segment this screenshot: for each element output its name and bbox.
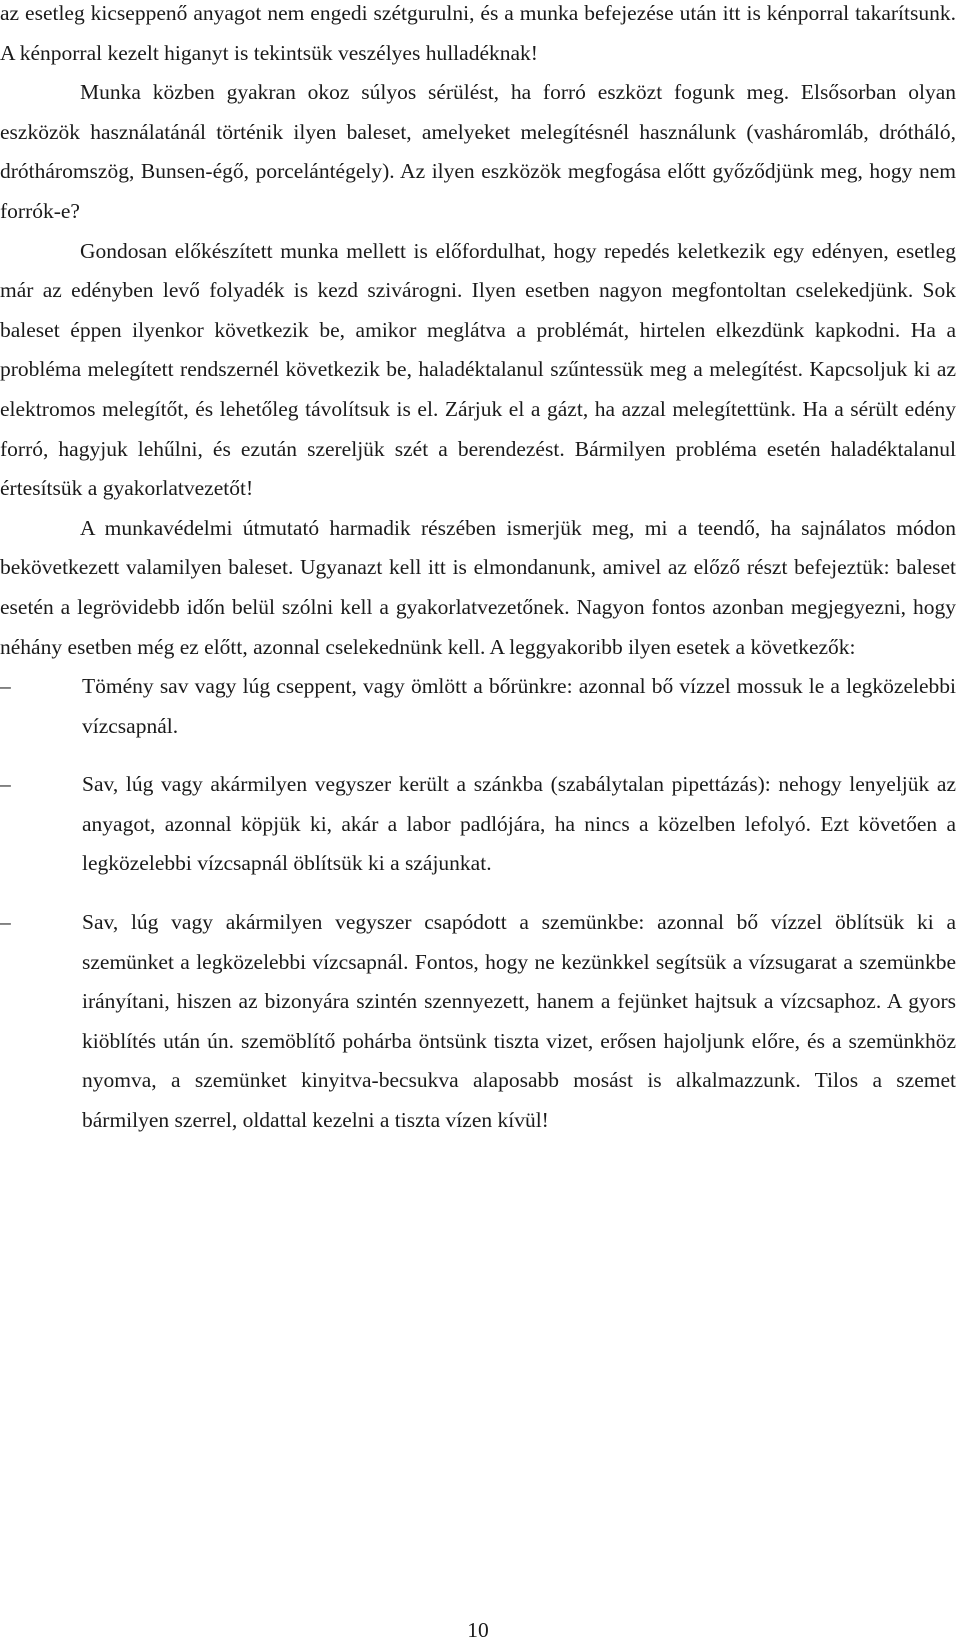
page-number: 10 [467, 1618, 489, 1642]
list-item-eye [0, 903, 956, 1141]
list-item-mouth [0, 765, 956, 884]
list-dash: – [0, 910, 11, 935]
list-item-skin [0, 667, 956, 746]
emergency-list [0, 667, 956, 1141]
list-item-text: Sav, lúg vagy akármilyen vegyszer került a szánkba (szabálytalan pipettázás): nehogy lenyeljük az anyagot, azonnal köpjük ki, akár a labor padlójára, ha nincs a közelben lefolyó. Ezt követően a legközelebbi vízcsapnál öblítsük ki a szájunkat. [82, 772, 956, 876]
list-dash: – [0, 674, 11, 699]
list-item-text: Tömény sav vagy lúg cseppent, vagy ömlött a bőrünkre: azonnal bő vízzel mossuk le a legközelebbi vízcsapnál. [82, 674, 956, 738]
list-item-text: Sav, lúg vagy akármilyen vegyszer csapódott a szemünkbe: azonnal bő vízzel öblítsük ki a szemünket a legközelebbi vízcsapnál. Fontos, hogy ne kezünkkel segítsük a vízsugarat a szemünkbe irányítani, hiszen az bizonyára szintén szennyezett, hanem a fejünket hajtsuk a vízcsaphoz. A gyors kiöblítés után ún. szemöblítő pohárba öntsünk tiszta vizet, erősen hajoljunk előre, és a szemünkhöz nyomva, a szemünket kinyitva-becsukva alaposabb mosást is alkalmazzunk. Tilos a szemet bármilyen szerrel, oldattal kezelni a tiszta vízen kívül! [82, 910, 956, 1133]
paragraph-cracked-vessel: Gondosan előkészített munka mellett is előfordulhat, hogy repedés keletkezik egy edényen, esetleg már az edényben levő folyadék is kezd szivárogni. Ilyen esetben nagyon megfontoltan cselekedjünk. Sok baleset éppen ilyenkor következik be, amikor meglátva a problémát, hirtelen elkezdünk kapkodni. Ha a probléma melegített rendszernél következik be, haladéktalanul szűntessük meg a melegítést. Kapcsoljuk ki az elektromos melegítőt, és lehetőleg távolítsuk is el. Zárjuk el a gázt, ha azzal melegítettünk. Ha a sérült edény forró, hagyjuk lehűlni, és ezután szereljük szét a berendezést. Bármilyen probléma esetén haladéktalanul értesítsük a gyakorlatvezetőt! [0, 238, 956, 501]
list-dash: – [0, 772, 11, 797]
paragraph-continued: az esetleg kicseppenő anyagot nem engedi szétgurulni, és a munka befejezése után itt is kénporral takarítsunk. A kénporral kezelt higanyt is tekintsük veszélyes hulladéknak! [0, 1, 956, 65]
paragraph-accident-guidance: A munkavédelmi útmutató harmadik részében ismerjük meg, mi a teendő, ha sajnálatos módon bekövetkezett valamilyen baleset. Ugyanazt kell itt is elmondanunk, amivel az előző részt befejeztük: baleset esetén a legrövidebb időn belül szólni kell a gyakorlatvezetőnek. Nagyon fontos azonban megjegyezni, hogy néhány esetben még ez előtt, azonnal cselekednünk kell. A leggyakoribb ilyen esetek a következők: [0, 515, 956, 659]
paragraph-hot-tools: Munka közben gyakran okoz súlyos sérülést, ha forró eszközt fogunk meg. Elsősorban olyan eszközök használatánál történik ilyen baleset, amelyeket melegítésnél használunk (vasháromláb, drótháló, drótháromszög, Bunsen-égő, porcelántégely). Az ilyen eszközök megfogása előtt győződjünk meg, hogy nem forrók-e? [0, 80, 956, 223]
